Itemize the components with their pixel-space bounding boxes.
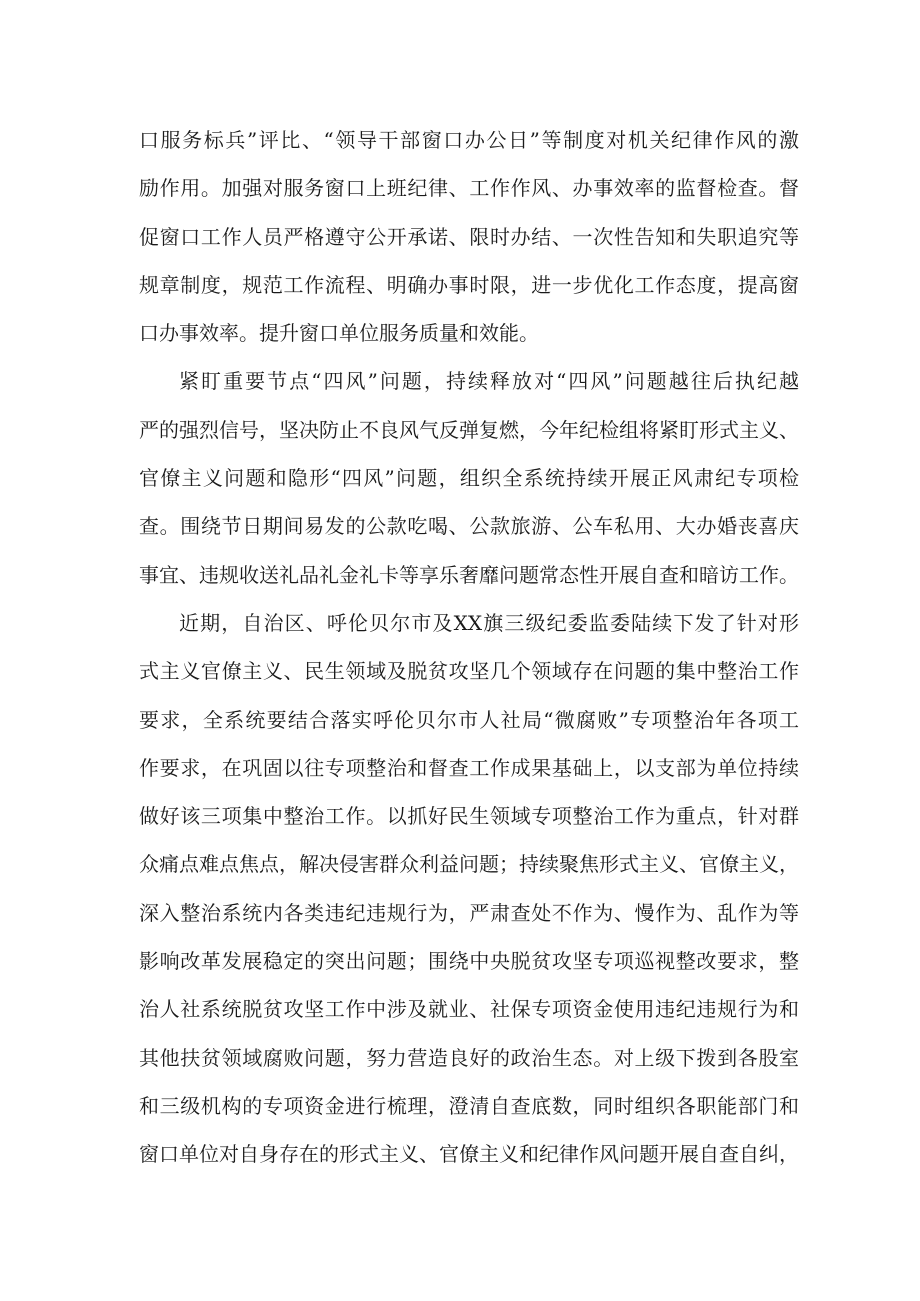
paragraph-3-line-4: 作要求，在巩固以往专项整治和督查工作成果基础上，以支部为单位持续	[139, 755, 799, 780]
paragraph-3-line-11: 和三级机构的专项资金进行梳理，澄清自查底数，同时组织各职能部门和	[139, 1093, 799, 1118]
paragraph-1-line-2: 励作用。加强对服务窗口上班纪律、工作作风、办事效率的监督检查。督	[139, 176, 799, 201]
paragraph-3-line-12: 窗口单位对自身存在的形式主义、官僚主义和纪律作风问题开展自查自纠，	[139, 1142, 799, 1167]
paragraph-3-line-3: 要求，全系统要结合落实呼伦贝尔市人社局“微腐败”专项整治年各项工	[139, 707, 799, 732]
paragraph-3-line-6: 众痛点难点焦点，解决侵害群众利益问题；持续聚焦形式主义、官僚主义，	[139, 852, 799, 877]
paragraph-2-line-5: 事宜、违规收送礼品礼金礼卡等享乐奢靡问题常态性开展自查和暗访工作。	[139, 562, 799, 587]
paragraph-2-line-3: 官僚主义问题和隐形“四风”问题，组织全系统持续开展正风肃纪专项检	[139, 466, 799, 491]
document-body	[139, 116, 799, 1179]
paragraph-2-line-4: 查。围绕节日期间易发的公款吃喝、公款旅游、公车私用、大办婚丧喜庆	[139, 514, 799, 539]
paragraph-3-line-7: 深入整治系统内各类违纪违规行为，严肃查处不作为、慢作为、乱作为等	[139, 900, 799, 925]
paragraph-1-line-3: 促窗口工作人员严格遵守公开承诺、限时办结、一次性告知和失职追究等	[139, 224, 799, 249]
paragraph-3-line-8: 影响改革发展稳定的突出问题；围绕中央脱贫攻坚专项巡视整改要求，整	[139, 949, 799, 974]
paragraph-3-line-9: 治人社系统脱贫攻坚工作中涉及就业、社保专项资金使用违纪违规行为和	[139, 997, 799, 1022]
paragraph-3-line-5: 做好该三项集中整治工作。以抓好民生领域专项整治工作为重点，针对群	[139, 804, 799, 829]
paragraph-2-line-2: 严的强烈信号，坚决防止不良风气反弹复燃，今年纪检组将紧盯形式主义、	[139, 417, 799, 442]
paragraph-1-line-5: 口办事效率。提升窗口单位服务质量和效能。	[139, 321, 539, 346]
paragraph-1-line-1: 口服务标兵”评比、“领导干部窗口办公日”等制度对机关纪律作风的激	[139, 128, 799, 152]
paragraph-3-line-2: 式主义官僚主义、民生领域及脱贫攻坚几个领域存在问题的集中整治工作	[139, 659, 799, 684]
paragraph-2-line-1: 紧盯重要节点“四风”问题，持续释放对“四风”问题越往后执纪越	[179, 369, 799, 394]
paragraph-3-line-1: 近期，自治区、呼伦贝尔市及XX旗三级纪委监委陆续下发了针对形	[179, 610, 799, 635]
paragraph-1-line-4: 规章制度，规范工作流程、明确办事时限，进一步优化工作态度，提高窗	[139, 272, 799, 297]
paragraph-3-line-10: 其他扶贫领域腐败问题，努力营造良好的政治生态。对上级下拨到各股室	[139, 1045, 799, 1070]
